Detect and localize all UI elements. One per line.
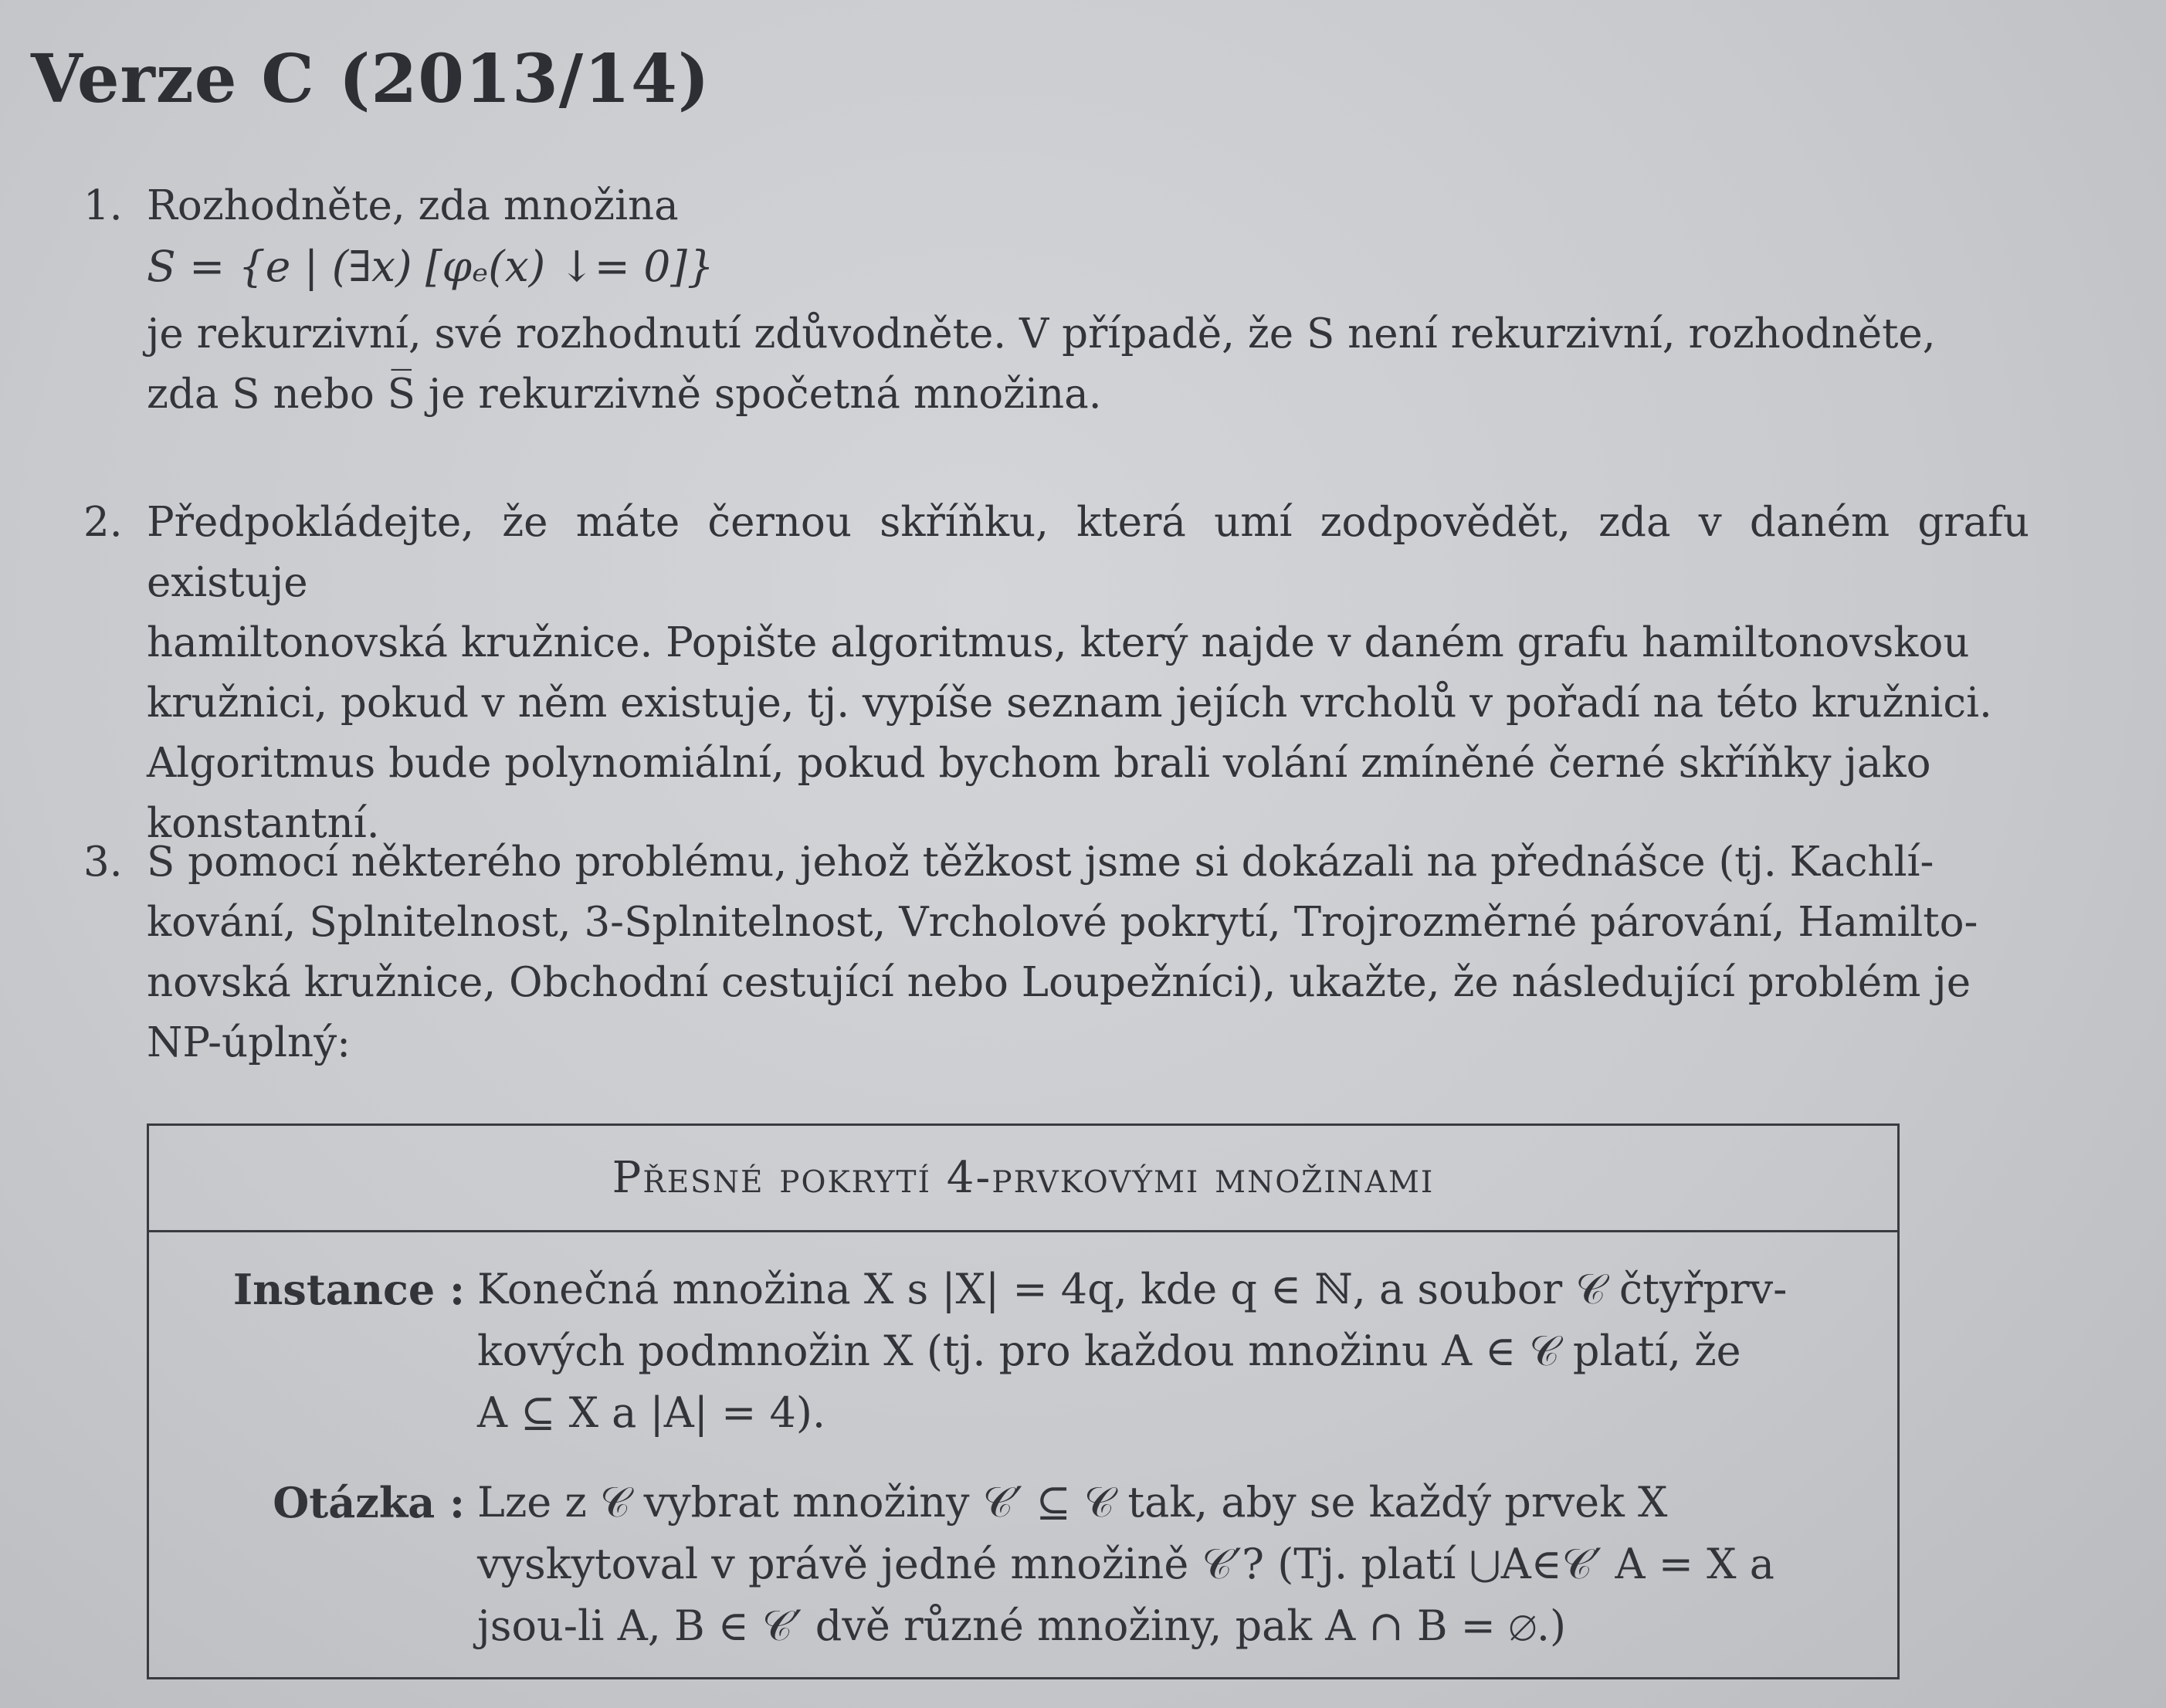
problem-line: Rozhodněte, zda množina — [147, 182, 679, 229]
problem-text — [147, 493, 2029, 854]
page-title: Verze C (2013/14) — [31, 40, 710, 118]
problem-line: kružnici, pokud v něm existuje, tj. vypíše seznam jejích vrcholů v pořadí na této kružnici. — [147, 679, 1992, 727]
problem-line: novská kružnice, Obchodní cestující nebo Loupežníci), ukažte, že následující problém je — [147, 959, 1971, 1006]
problem-text — [147, 176, 2029, 425]
instance-line: kových podmnožin X (tj. pro každou množinu A ∈ 𝒞 platí, že — [477, 1327, 1741, 1375]
problem-text — [147, 832, 2029, 1073]
problem-line: Předpokládejte, že máte černou skříňku, která umí zodpovědět, zda v daném grafu existuje — [147, 499, 2029, 606]
instance-label: Instance : — [232, 1265, 465, 1314]
problem-definition-box — [147, 1123, 1900, 1679]
problem-line: hamiltonovská kružnice. Popište algoritmus, který najde v daném grafu hamiltonovskou — [147, 619, 1970, 666]
instance-line: Konečná množina X s |X| = 4q, kde q ∈ ℕ, a soubor 𝒞 čtyřprv- — [477, 1265, 1788, 1313]
problem-line: S pomocí některého problému, jehož těžkost jsme si dokázali na přednášce (tj. Kachlí- — [147, 839, 1934, 886]
instance-text — [477, 1259, 1820, 1444]
question-label: Otázka : — [273, 1478, 465, 1527]
problem-line: zda S nebo S̅ je rekurzivně spočetná množina. — [147, 371, 1102, 418]
problem-line: kování, Splnitelnost, 3-Splnitelnost, Vrcholové pokrytí, Trojrozměrné párování, Hamilto- — [147, 899, 1978, 946]
problem-line: konstantní. — [147, 800, 380, 847]
problem-line: Algoritmus bude polynomiální, pokud bychom brali volání zmíněné černé skříňky jako — [147, 740, 1931, 787]
problem-name: Přesné pokrytí 4-prvkovými množinami — [149, 1126, 1897, 1232]
problem-number: 2. — [83, 499, 123, 546]
set-formula: S = {e | (∃x) [φₑ(x) ↓= 0]} — [147, 242, 714, 291]
problem-line: NP-úplný: — [147, 1019, 351, 1066]
question-line: jsou-li A, B ∈ 𝒞′ dvě různé množiny, pak A ∩ B = ∅.) — [477, 1601, 1567, 1650]
problem-number: 1. — [83, 182, 123, 229]
question-line: vyskytoval v právě jedné množině 𝒞′? (Tj. platí ⋃A∈𝒞′ A = X a — [477, 1540, 1774, 1588]
problem-line: je rekurzivní, své rozhodnutí zdůvodněte. V případě, že S není rekurzivní, rozhodněte, — [147, 310, 1936, 358]
instance-line: A ⊆ X a |A| = 4). — [477, 1388, 826, 1437]
question-text — [477, 1472, 1820, 1657]
problem-number: 3. — [83, 839, 123, 886]
question-line: Lze z 𝒞 vybrat množiny 𝒞′ ⊆ 𝒞 tak, aby se každý prvek X — [477, 1478, 1668, 1527]
